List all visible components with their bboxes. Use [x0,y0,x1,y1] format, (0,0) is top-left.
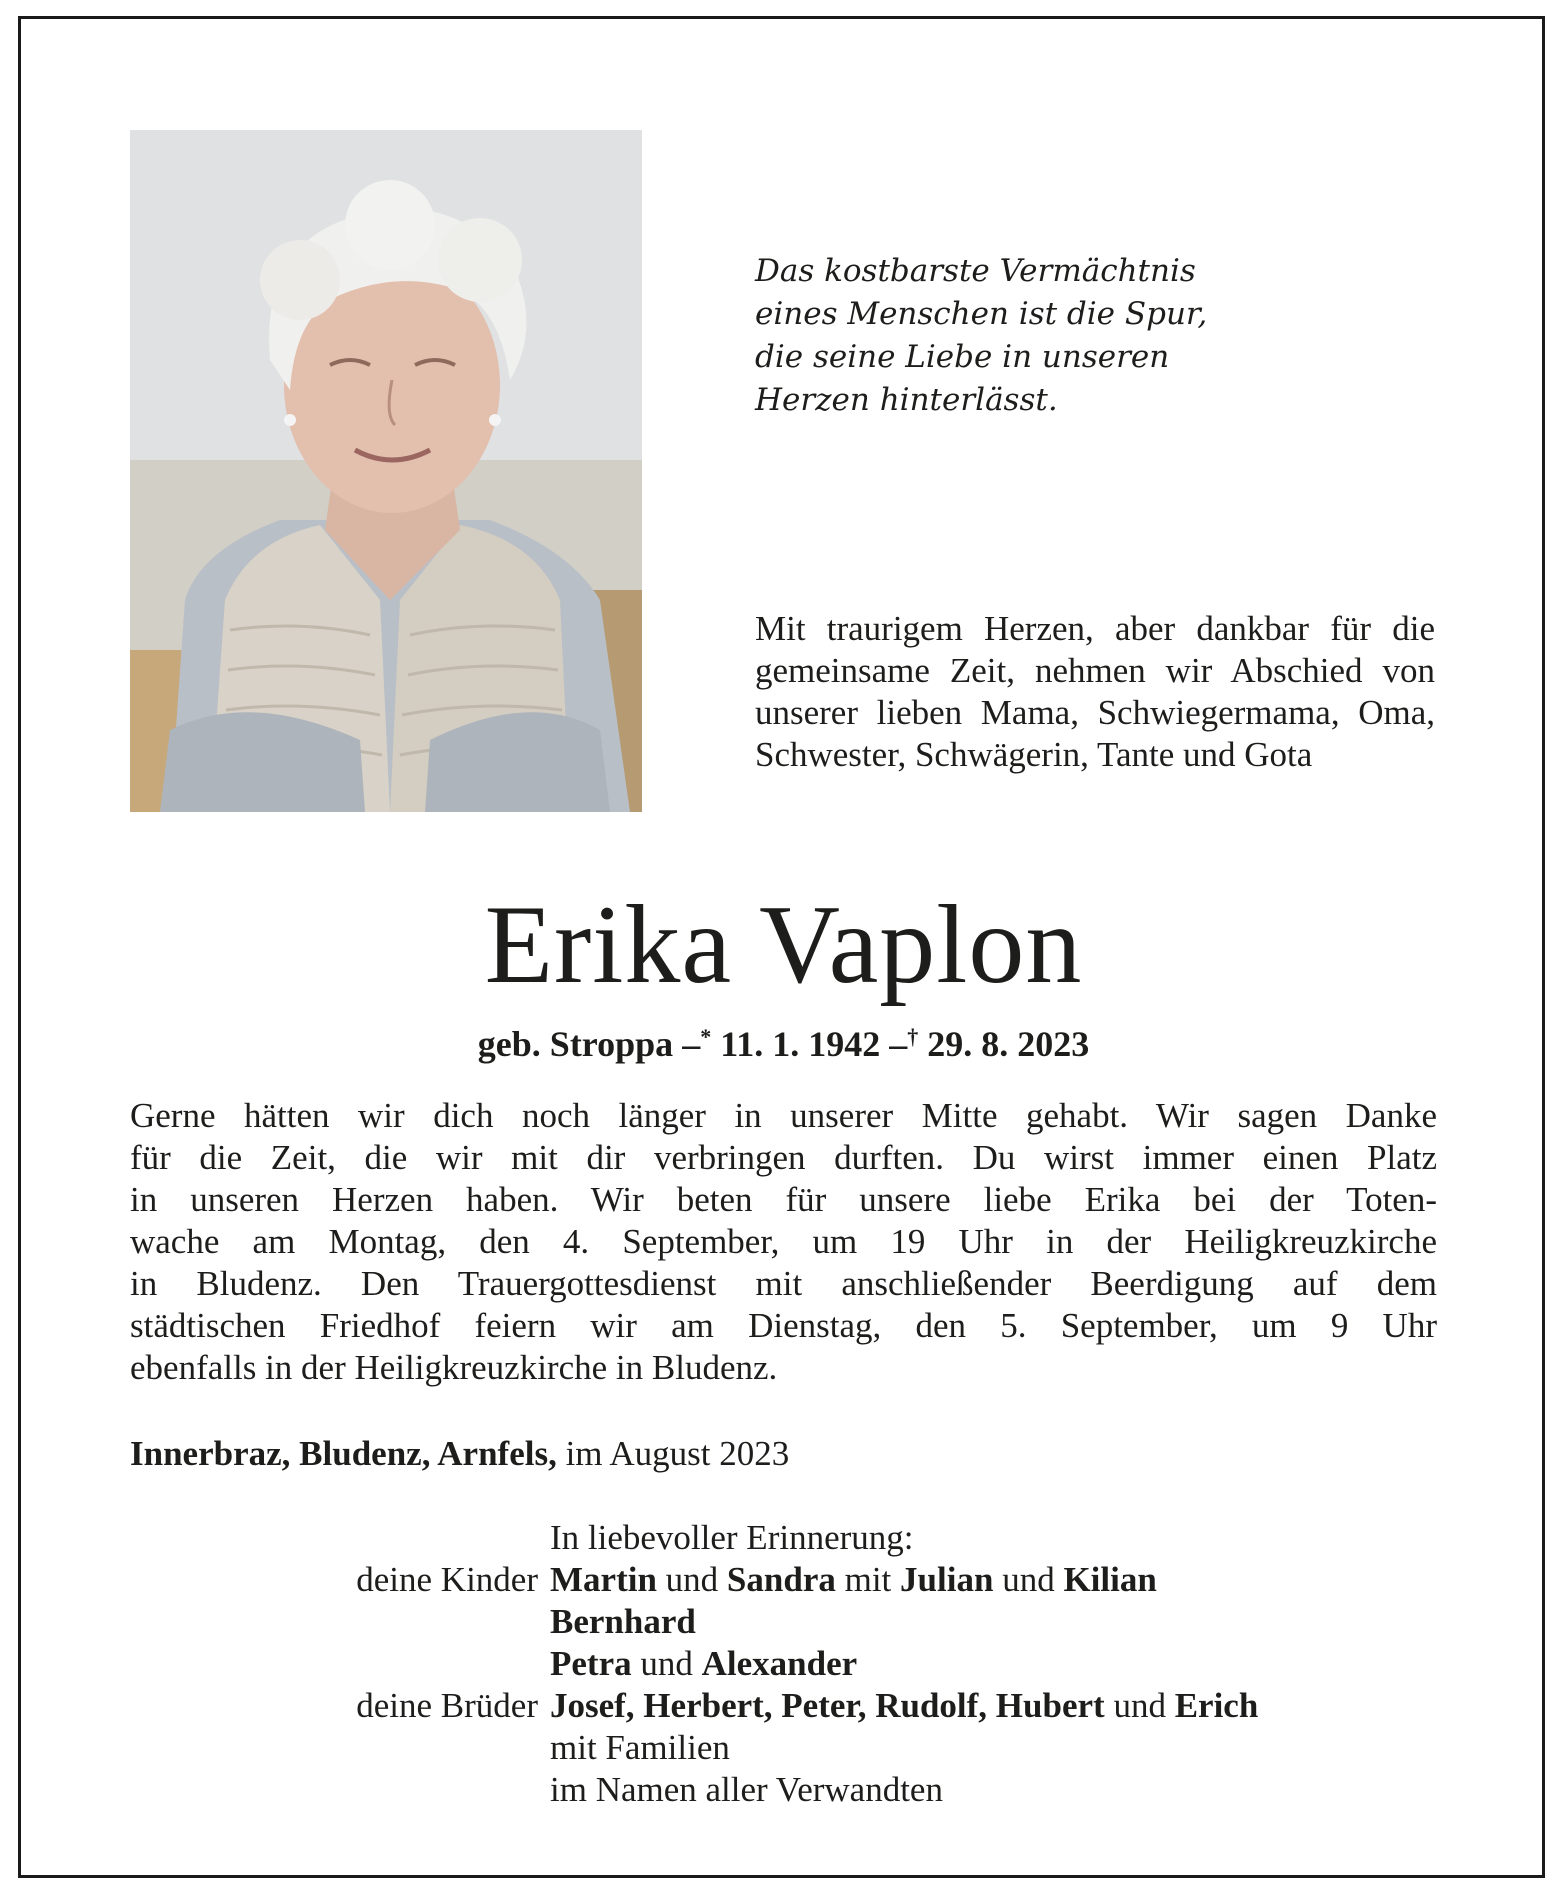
mourner-name: Bernhard [550,1602,696,1641]
death-symbol: † [907,1024,919,1049]
children-label: deine Kinder [356,1560,538,1599]
body-line: für die Zeit, die wir mit dir verbringen durften. Du wirst immer einen Platz [130,1138,1437,1177]
mourner-name: Petra [550,1644,632,1683]
brothers-label: deine Brüder [356,1686,538,1725]
body-line: städtischen Friedhof feiern wir am Dienstag, den 5. September, um 9 Uhr [130,1306,1437,1345]
mourner-name: Alexander [701,1644,858,1683]
body-line: in Bludenz. Den Trauergottesdienst mit anschließender Beerdigung auf dem [130,1264,1437,1303]
children-line [550,1643,857,1685]
quote-line: eines Menschen ist die Spur, [755,296,1208,332]
signoff-heading: In liebevoller Erinnerung: [550,1518,914,1557]
body-line: in unseren Herzen haben. Wir beten für unsere liebe Erika bei der Toten- [130,1180,1437,1219]
brothers-line [550,1685,1258,1727]
intro-paragraph: Mit traurigem Herzen, aber dankbar für die gemeinsame Zeit, nehmen wir Abschied von unserer lieben Mama, Schwiegermama, Oma, Schwester, Schwägerin, Tante und Gota [755,609,1435,774]
portrait-photo [130,130,642,812]
relatives-line: im Namen aller Verwandten [550,1770,943,1809]
place-names: Innerbraz, Bludenz, Arnfels, [130,1434,557,1473]
mourner-name: Josef, Herbert, Peter, Rudolf, Hubert [550,1686,1105,1725]
quote-line: Das kostbarste Vermächtnis [755,253,1196,289]
body-line: ebenfalls in der Heiligkreuzkirche in Bludenz. [130,1348,778,1387]
birth-name: geb. Stroppa [477,1024,674,1064]
quote-line: die seine Liebe in unseren [755,339,1170,375]
mourners-list [130,1517,1437,1811]
place-and-date [130,1433,789,1475]
conjunction: und [1113,1686,1166,1725]
memorial-quote [755,250,1275,422]
mourner-name: Martin [550,1560,657,1599]
conjunction: mit [844,1560,892,1599]
portrait-illustration [130,130,642,812]
body-line: wache am Montag, den 4. September, um 19 Uhr in der Heiligkreuzkirche [130,1222,1437,1261]
mourner-name: Sandra [726,1560,836,1599]
funeral-details [130,1095,1437,1389]
body-line: Gerne hätten wir dich noch länger in unserer Mitte gehabt. Wir sagen Danke [130,1096,1437,1135]
mourner-name: Julian [900,1560,994,1599]
life-dates [0,1015,1567,1066]
date-separator: – [682,1024,701,1064]
deceased-name: Erika Vaplon [484,883,1083,1007]
quote-line: Herzen hinterlässt. [755,382,1058,418]
conjunction: und [640,1644,693,1683]
mourner-name: Kilian [1063,1560,1157,1599]
conjunction: und [1002,1560,1055,1599]
birth-date: 11. 1. 1942 [720,1024,881,1064]
families-line: mit Familien [550,1728,730,1767]
notice-date: im August 2023 [565,1434,790,1473]
conjunction: und [665,1560,719,1599]
death-date: 29. 8. 2023 [927,1024,1090,1064]
children-line [550,1559,1157,1601]
mourner-name: Erich [1174,1686,1259,1725]
birth-symbol: * [700,1024,712,1049]
date-separator: – [889,1024,908,1064]
